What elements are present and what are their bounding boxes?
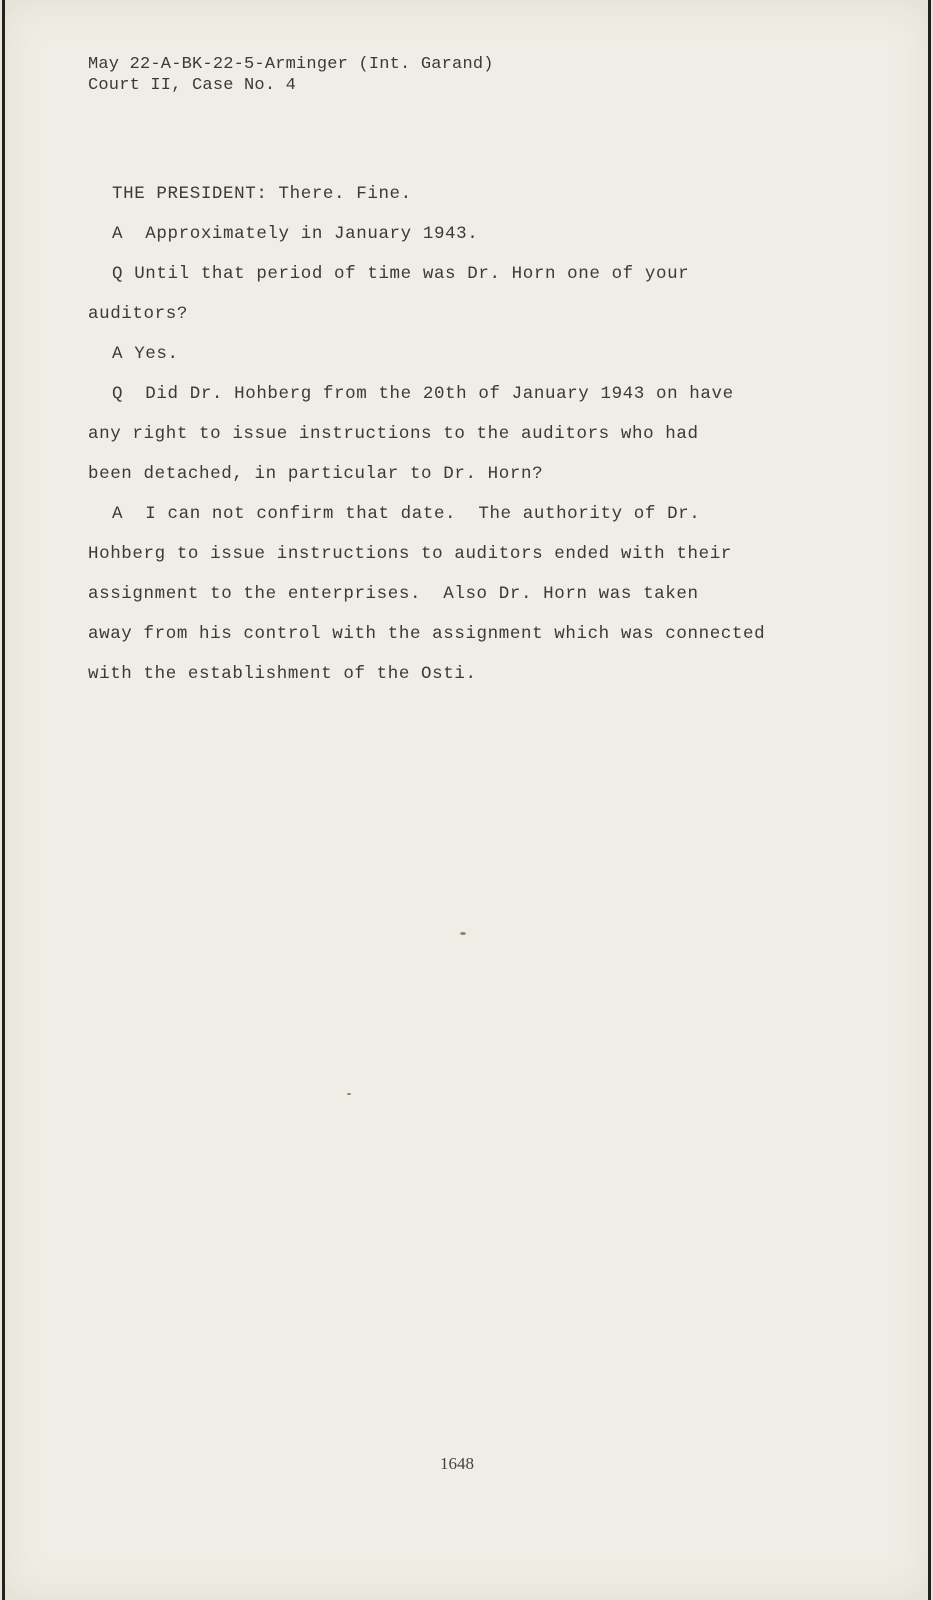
transcript-line: with the establishment of the Osti. — [88, 664, 477, 684]
transcript-line: assignment to the enterprises. Also Dr. Horn was taken — [88, 584, 699, 604]
left-border — [2, 0, 5, 1600]
right-border — [928, 0, 931, 1600]
document-header — [88, 54, 494, 96]
transcript-line: THE PRESIDENT: There. Fine. — [112, 184, 412, 204]
page-number: 1648 — [440, 1454, 474, 1473]
transcript-line: been detached, in particular to Dr. Horn? — [88, 464, 544, 484]
transcript-line: auditors? — [88, 304, 188, 324]
transcript-line: away from his control with the assignment which was connected — [88, 624, 766, 644]
transcript-line: A Approximately in January 1943. — [112, 224, 479, 244]
transcript-line: any right to issue instructions to the auditors who had — [88, 424, 699, 444]
transcript-line: Q Did Dr. Hohberg from the 20th of January 1943 on have — [112, 384, 734, 404]
transcript-line: A Yes. — [112, 344, 179, 364]
transcript-line: A I can not confirm that date. The authority of Dr. — [112, 504, 701, 524]
header-line-2: Court II, Case No. 4 — [88, 76, 297, 95]
transcript-line: Q Until that period of time was Dr. Horn one of your — [112, 264, 690, 284]
transcript-line: Hohberg to issue instructions to auditors ended with their — [88, 544, 732, 564]
paper-speck — [460, 932, 466, 935]
paper-speck — [347, 1093, 351, 1095]
header-line-1: May 22-A-BK-22-5-Arminger (Int. Garand) — [88, 55, 494, 74]
transcript-body — [88, 174, 888, 694]
document-page — [2, 0, 931, 1600]
